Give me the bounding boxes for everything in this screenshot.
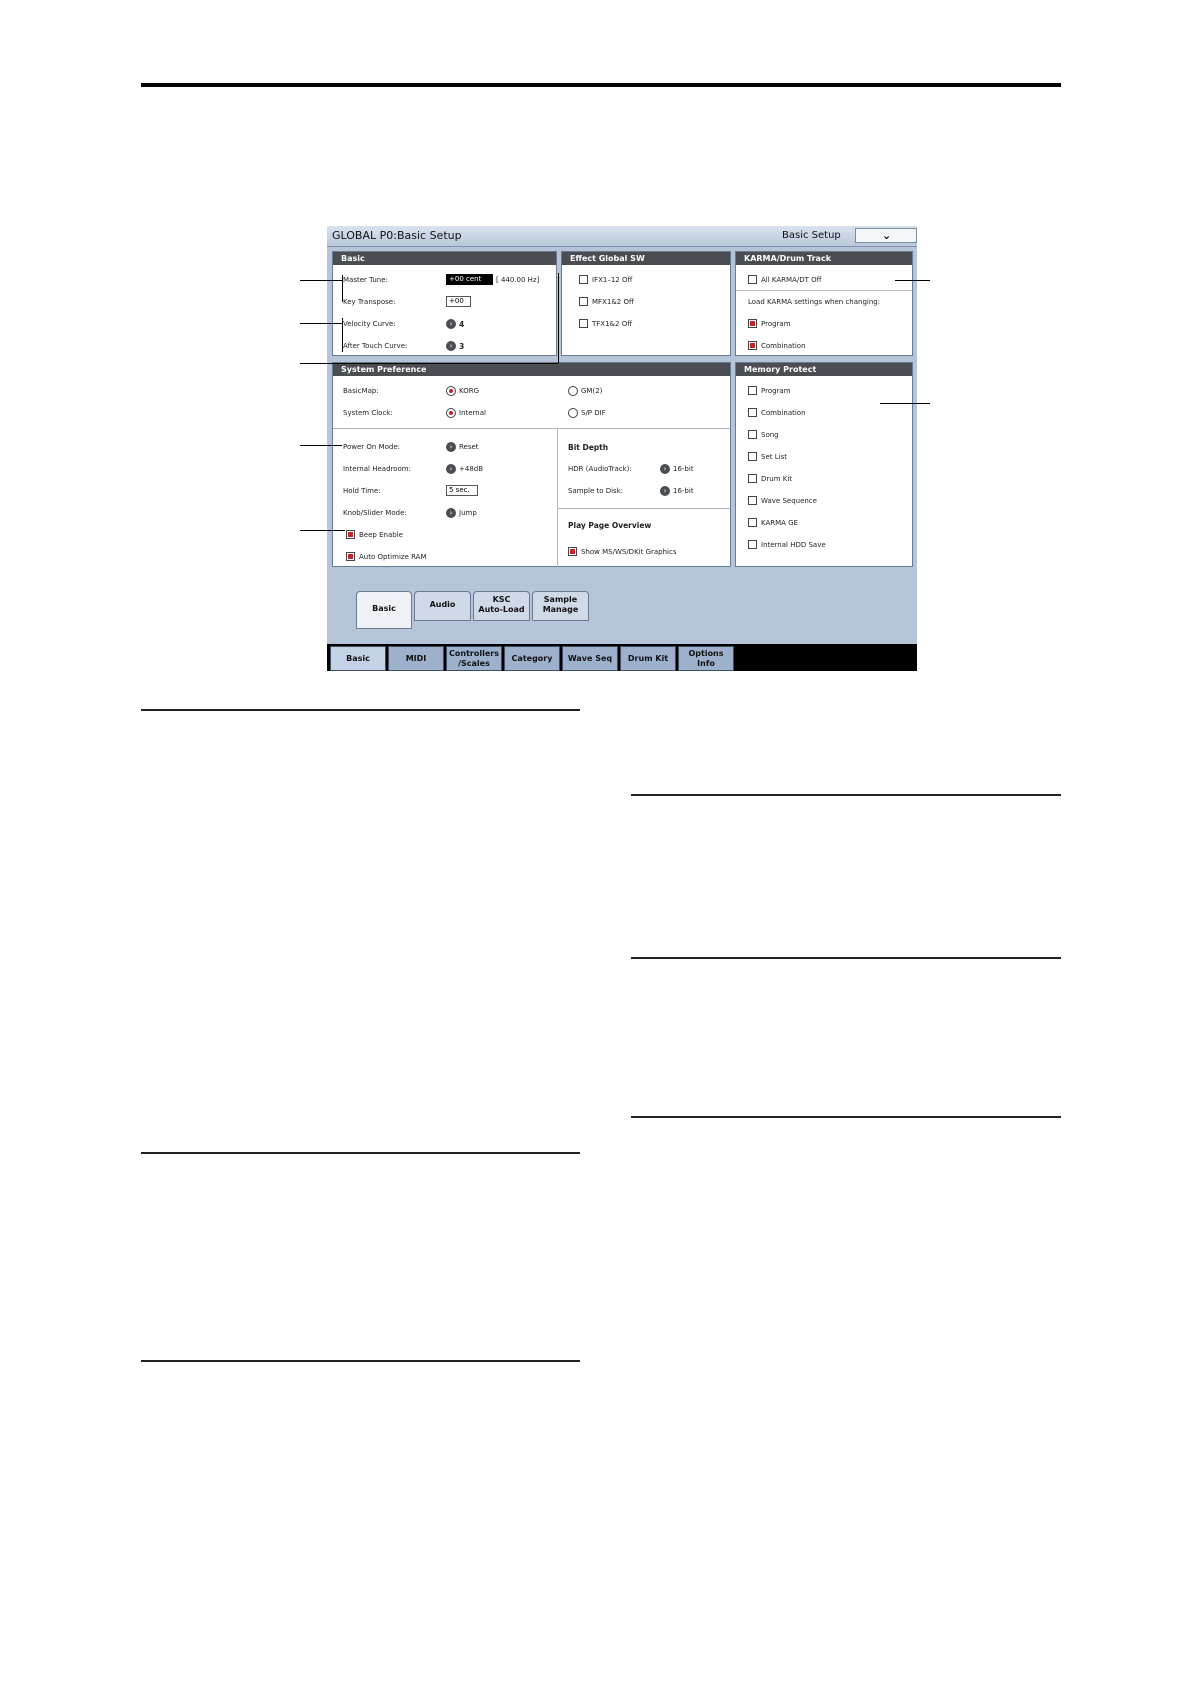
play-page-overview-header: Play Page Overview — [568, 521, 652, 530]
tab-label: Controllers — [449, 649, 499, 658]
hdr-value: 16-bit — [673, 465, 694, 473]
callout-bracket — [342, 318, 343, 352]
divider — [557, 508, 730, 509]
ifx-off-label: IFX1–12 Off — [592, 276, 633, 284]
callout-line — [300, 363, 558, 364]
callout-line — [300, 323, 342, 324]
memory-protect-panel — [735, 362, 913, 567]
karma-program-checkbox[interactable] — [748, 319, 757, 328]
protect-karma-ge-label: KARMA GE — [761, 519, 799, 527]
page-tab-basic[interactable] — [330, 646, 386, 671]
tab-label: Basic — [372, 604, 396, 613]
load-karma-label: Load KARMA settings when changing: — [748, 298, 881, 306]
page-tab-controllers-scales[interactable] — [446, 646, 502, 671]
power-on-mode-label: Power On Mode: — [343, 443, 400, 451]
protect-hdd-save-label: Internal HDD Save — [761, 541, 826, 549]
section-rule — [141, 709, 580, 711]
protect-setlist-label: Set List — [761, 453, 787, 461]
master-tune-label: Master Tune: — [343, 276, 388, 284]
page-select-label: Basic Setup — [782, 230, 841, 241]
tab-label-line2: Auto-Load — [478, 605, 525, 614]
section-rule — [141, 1360, 580, 1362]
tab-label-line2: Info — [697, 659, 715, 668]
callout-line — [300, 530, 345, 531]
section-rule — [631, 794, 1061, 796]
bit-depth-header: Bit Depth — [568, 443, 609, 452]
system-clock-internal-label: Internal — [459, 409, 486, 417]
page-tab-category[interactable] — [504, 646, 560, 671]
basic-map-korg-radio[interactable] — [446, 386, 456, 396]
chevron-down-icon: ⌄ — [882, 229, 892, 242]
master-tune-hz: [ 440.00 Hz] — [496, 276, 540, 284]
protect-program-label: Program — [761, 387, 791, 395]
mfx-off-checkbox[interactable] — [579, 297, 588, 306]
tab-label: Category — [511, 654, 553, 663]
system-preference-panel — [332, 362, 731, 567]
page-menu-button[interactable] — [855, 228, 917, 243]
tab-ksc-auto-load[interactable] — [473, 591, 530, 621]
tab-label: Audio — [429, 600, 456, 609]
protect-program-checkbox[interactable] — [748, 386, 757, 395]
system-clock-label: System Clock: — [343, 409, 393, 417]
karma-program-label: Program — [761, 320, 791, 328]
page-tab-midi[interactable] — [388, 646, 444, 671]
panel-header: System Preference — [333, 363, 730, 376]
basic-map-gm-radio[interactable] — [568, 386, 578, 396]
protect-hdd-save-checkbox[interactable] — [748, 540, 757, 549]
tab-audio[interactable] — [414, 591, 471, 621]
key-transpose-label: Key Transpose: — [343, 298, 396, 306]
divider — [736, 290, 912, 291]
page-tab-drum-kit[interactable] — [620, 646, 676, 671]
tab-label-line2: /Scales — [458, 659, 490, 668]
internal-headroom-knob[interactable]: › — [446, 464, 456, 474]
after-touch-curve-label: After Touch Curve: — [343, 342, 408, 350]
callout-line — [895, 280, 930, 281]
hdr-knob[interactable]: › — [660, 464, 670, 474]
tfx-off-label: TFX1&2 Off — [592, 320, 633, 328]
tfx-off-checkbox[interactable] — [579, 319, 588, 328]
protect-song-label: Song — [761, 431, 779, 439]
after-touch-curve-value: 3 — [459, 342, 465, 351]
protect-song-checkbox[interactable] — [748, 430, 757, 439]
sample-to-disk-value: 16-bit — [673, 487, 694, 495]
master-tune-field[interactable]: +00 cent — [446, 274, 493, 285]
tab-label: Drum Kit — [627, 654, 669, 663]
velocity-curve-knob[interactable]: › — [446, 319, 456, 329]
section-rule — [141, 1152, 580, 1154]
key-transpose-field[interactable]: +00 — [446, 296, 471, 307]
tab-label: Options — [688, 649, 724, 658]
protect-setlist-checkbox[interactable] — [748, 452, 757, 461]
callout-bracket — [342, 275, 343, 302]
knob-slider-mode-label: Knob/Slider Mode: — [343, 509, 407, 517]
system-clock-spdif-radio[interactable] — [568, 408, 578, 418]
all-karma-off-checkbox[interactable] — [748, 275, 757, 284]
internal-headroom-value: +48dB — [459, 465, 484, 473]
tab-label: MIDI — [405, 654, 427, 663]
all-karma-off-label: All KARMA/DT Off — [761, 276, 822, 284]
page-tab-options-info[interactable] — [678, 646, 734, 671]
tab-sample-manage[interactable] — [532, 591, 589, 621]
global-basic-setup-screen — [327, 226, 917, 671]
window-title: GLOBAL P0:Basic Setup — [332, 229, 462, 242]
protect-wave-sequence-checkbox[interactable] — [748, 496, 757, 505]
page-tab-wave-seq[interactable] — [562, 646, 618, 671]
velocity-curve-value: 4 — [459, 320, 465, 329]
panel-header: KARMA/Drum Track — [736, 252, 912, 265]
panel-header: Effect Global SW — [562, 252, 730, 265]
tab-label-line2: Manage — [542, 605, 579, 614]
tab-label: Basic — [346, 654, 370, 663]
basic-map-gm-label: GM(2) — [581, 387, 603, 395]
auto-optimize-ram-label: Auto Optimize RAM — [359, 553, 427, 561]
karma-combination-label: Combination — [761, 342, 806, 350]
internal-headroom-label: Internal Headroom: — [343, 465, 411, 473]
effect-global-sw-panel — [561, 251, 731, 356]
power-on-mode-value: Reset — [459, 443, 479, 451]
tab-basic[interactable] — [356, 591, 412, 629]
system-clock-spdif-label: S/P DIF — [581, 409, 606, 417]
title-bar — [327, 226, 917, 247]
divider — [557, 428, 558, 567]
section-rule — [631, 957, 1061, 959]
page-top-rule — [141, 83, 1061, 87]
protect-combination-label: Combination — [761, 409, 806, 417]
basic-map-label: BasicMap: — [343, 387, 379, 395]
hold-time-field[interactable]: 5 sec. — [446, 485, 478, 496]
mfx-off-label: MFX1&2 Off — [592, 298, 634, 306]
protect-wave-sequence-label: Wave Sequence — [761, 497, 817, 505]
hdr-label: HDR (AudioTrack): — [568, 465, 632, 473]
section-rule — [631, 1116, 1061, 1118]
hold-time-label: Hold Time: — [343, 487, 381, 495]
protect-combination-checkbox[interactable] — [748, 408, 757, 417]
ifx-off-checkbox[interactable] — [579, 275, 588, 284]
tab-label: Wave Seq — [567, 654, 613, 663]
beep-enable-checkbox[interactable] — [346, 530, 355, 539]
system-clock-internal-radio[interactable] — [446, 408, 456, 418]
tab-label: KSC — [492, 595, 511, 604]
velocity-curve-label: Velocity Curve: — [343, 320, 396, 328]
show-graphics-checkbox[interactable] — [568, 547, 577, 556]
panel-header: Basic — [333, 252, 556, 265]
basic-panel — [332, 251, 557, 356]
karma-combination-checkbox[interactable] — [748, 341, 757, 350]
knob-slider-mode-value: Jump — [459, 509, 477, 517]
protect-karma-ge-checkbox[interactable] — [748, 518, 757, 527]
basic-map-korg-label: KORG — [459, 387, 480, 395]
callout-line — [300, 280, 342, 281]
auto-optimize-ram-checkbox[interactable] — [346, 552, 355, 561]
beep-enable-label: Beep Enable — [359, 531, 403, 539]
karma-drum-track-panel — [735, 251, 913, 356]
panel-header: Memory Protect — [736, 363, 912, 376]
callout-bracket — [558, 273, 559, 363]
power-on-mode-knob[interactable]: › — [446, 442, 456, 452]
divider — [333, 428, 730, 429]
tab-label: Sample — [543, 595, 578, 604]
knob-slider-mode-knob[interactable]: › — [446, 508, 456, 518]
protect-drumkit-checkbox[interactable] — [748, 474, 757, 483]
sample-to-disk-knob[interactable]: › — [660, 486, 670, 496]
show-graphics-label: Show MS/WS/DKit Graphics — [581, 548, 677, 556]
protect-drumkit-label: Drum Kit — [761, 475, 793, 483]
after-touch-curve-knob[interactable]: › — [446, 341, 456, 351]
callout-line — [300, 445, 342, 446]
sample-to-disk-label: Sample to Disk: — [568, 487, 624, 495]
callout-line — [880, 403, 930, 404]
